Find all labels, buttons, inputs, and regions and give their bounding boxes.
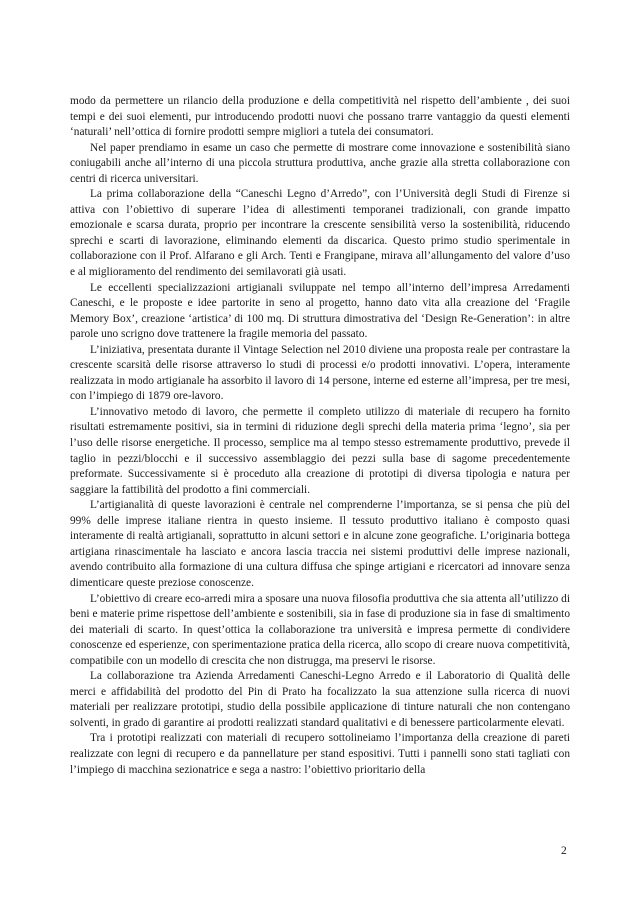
paragraph-craftsmanship: L’artigianalità di queste lavorazioni è centrale nel comprenderne l’importanza, se si pensa che più del 99% delle imprese italiane rientra in questo insieme. Il tessuto produttivo italiano è composto quasi interamente di realtà artigianali, soprattutto in alcuni settori e in alcune zone geografiche. L’originaria bottega artigiana rinascimentale ha lasciato e ancora lascia traccia nei sistemi produttivi delle imprese nazionali, avendo contribuito alla formazione di una cultura diffusa che spinge artigiani e ricercatori ad innovare senza dimenticare queste preziose conoscenze. bbox=[70, 499, 570, 589]
paragraph-vintage-selection: L’iniziativa, presentata durante il Vintage Selection nel 2010 diviene una proposta reale per contrastare la crescente scarsità delle risorse attraverso lo studi di processi e/o prodotti innovativi. L’opera, interamente realizzata in modo artigianale ha assorbito il lavoro di 14 persone, interne ed esterne all’impresa, per tre mesi, con l’impiego di 1879 ore-lavoro. bbox=[70, 343, 570, 403]
page-number: 2 bbox=[561, 845, 567, 857]
paragraph-eco-furniture: L’obiettivo di creare eco-arredi mira a sposare una nuova filosofia produttiva che sia attenta all’utilizzo di beni e materie prime rispettose dell’ambiente e sostenibili, sia in fase di produzione sia in fase di smaltimento dei materiali di scarto. In quest’ottica la collaborazione tra università e impresa permette di condividere conoscenze ed esperienze, con sperimentazione pratica della ricerca, allo scopo di creare nuova competitività, compatibile con un modello di crescita che non distrugga, ma preservi le risorse. bbox=[70, 592, 570, 667]
paragraph-intro-continuation: modo da permettere un rilancio della produzione e della competitività nel rispetto dell’ambiente , dei suoi tempi e dei suoi elementi, pur introducendo prodotti nuovi che possano trarre vantaggio da questi elementi ‘naturali’ nell’ottica di fornire prodotti sempre migliori a tutela dei consumatori. bbox=[70, 95, 570, 139]
paragraph-prototypes: Tra i prototipi realizzati con materiali di recupero sottolineiamo l’importanza della creazione di pareti realizzate con legni di recupero e da pannellature per stand espositivi. Tutti i pannelli sono stati tagliati con l’impiego di macchina sezionatrice e sega a nastro: l’obiettivo prioritario della bbox=[70, 732, 570, 776]
paragraph-work-method: L’innovativo metodo di lavoro, che permette il completo utilizzo di materiale di recupero ha fornito risultati estremamente positivi, sia in termini di riduzione degli sprechi della materia prima ‘legno’, sia per l’uso delle risorse energetiche. Il processo, semplice ma al tempo stesso estremamente produttivo, prevede il taglio in pezzi/blocchi e il successivo assemblaggio dei pezzi sulla base di sagome precedentemente preformate. Successivamente si è proceduto alla creazione di prototipi di diversa tipologia e natura per saggiare la fattibilità del prodotto a fini commerciali. bbox=[70, 405, 570, 496]
paragraph-first-collaboration: La prima collaborazione della “Caneschi Legno d’Arredo”, con l’Università degli Studi di Firenze si attiva con l’obiettivo di superare l’idea di allestimenti temporanei tradizionali, con grande impatto emozionale e scarsa durata, proprio per incontrare la crescente sensibilità verso la sostenibilità, riducendo sprechi e scarti di lavorazione, eliminando elementi da discarica. Questo primo studio sperimentale in collaborazione con il Prof. Alfarano e gli Arch. Tenti e Frangipane, mirava all’allungamento del valore d’uso e al miglioramento del rendimento dei semilavorati già usati. bbox=[70, 188, 570, 279]
paragraph-fragile-memory-box: Le eccellenti specializzazioni artigianali sviluppate nel tempo all’interno dell’impresa Arredamenti Caneschi, e le proposte e idee partorite in seno al progetto, hanno dato vita alla creazione del ‘Fragile Memory Box’, creazione ‘artistica’ di 100 mq. Di struttura dimostrativa del ‘Design Re-Generation’: in altre parole uno scrigno dove trattenere la fragile memoria del passato. bbox=[70, 281, 570, 341]
paragraph-laboratory-collaboration: La collaborazione tra Azienda Arredamenti Caneschi-Legno Arredo e il Laboratorio di Qualità delle merci e affidabilità del prodotto del Pin di Prato ha focalizzato la sua attenzione sulla ricerca di nuovi materiali per realizzare prototipi, studio della possibile applicazione di tinture naturali che non contengano solventi, in grado di garantire ai prodotti realizzati standard qualitativi e di benessere particolarmente elevati. bbox=[70, 670, 570, 729]
paragraph-innovation-sustainability: Nel paper prendiamo in esame un caso che permette di mostrare come innovazione e sostenibilità siano coniugabili anche all’interno di una piccola struttura produttiva, anche grazie alla stretta collaborazione con centri di ricerca universitari. bbox=[70, 141, 570, 185]
document-body bbox=[70, 94, 570, 778]
